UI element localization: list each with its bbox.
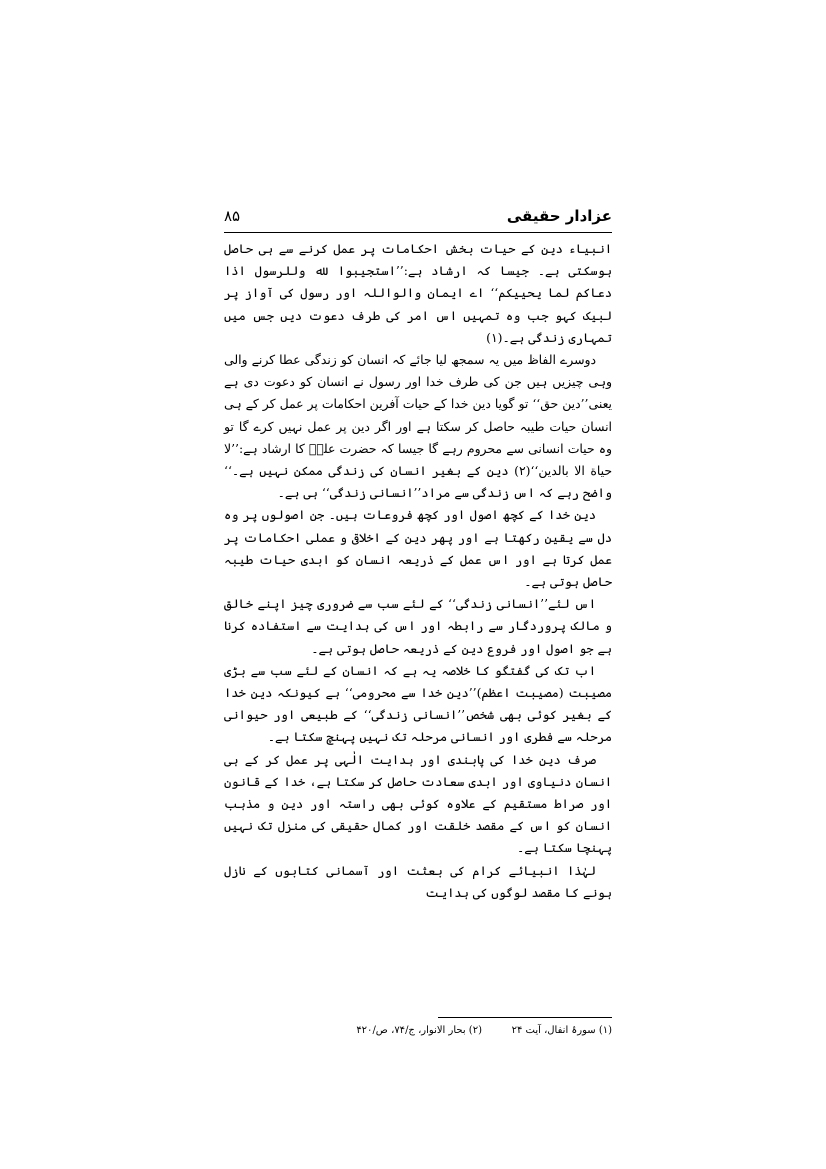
- footnote-2: (۲) بحار الانوار، ج/۷۴، ص/۴۲۰: [356, 1025, 482, 1036]
- footnote-1: (۱) سورۂ انفال، آیت ۲۴: [511, 1025, 612, 1036]
- footnote-rule: [438, 1017, 612, 1018]
- page-number: ۸۵: [224, 207, 241, 225]
- paragraph: دین خدا کے کچھ اصول اور کچھ فروعات ہیں۔ جن اصولوں پر وہ دل سے یقین رکھتا ہے اور پھر دین کے اخلاقی و عملی احکامات پر عمل کرتا ہے اور اس عمل کے ذریعہ انسان کو ابدی حیات طیبہ حاصل ہوتی ہے۔: [224, 507, 612, 590]
- paragraph: انبیاء دین کے حیات بخش احکامات پر عمل کرنے سے ہی حاصل ہوسکتی ہے۔ جیسا کہ ارشاد ہے:’’استجیبوا لله وللرسول اذا دعاکم لما یحییکم‘‘ اے ایمان والواللہ اور رسول کی آواز پر لبیک کہو جب وہ تمہیں اس امر کی طرف دعوت دیں جس میں تمہاری زندگی ہے۔(۱): [224, 241, 612, 345]
- page-header: [224, 204, 612, 232]
- paragraph: اب تک کی گفتگو کا خلاصہ یہ ہے کہ انسان کے لئے سب سے بڑی مصیبت (مصیبت اعظم)’’دین خدا سے محرومی‘‘ ہے کیونکہ دین خدا کے بغیر کوئی بھی شخص’’انسانی زندگی‘‘ کے طبیعی اور حیوانی مرحلہ سے فطری اور انسانی مرحلہ تک نہیں پہنچ سکتا ہے۔: [224, 662, 612, 745]
- paragraph: اس لئے’’انسانی زندگی‘‘ کے لئے سب سے ضروری چیز اپنے خالق و مالک پروردگار سے رابطہ اور اس کی ہدایت سے استفادہ کرنا ہے جو اصول اور فروع دین کے ذریعہ حاصل ہوتی ہے۔: [224, 596, 612, 656]
- footnotes: [224, 1022, 612, 1044]
- running-title: عزادار حقیقی: [506, 207, 612, 225]
- header-rule: [224, 232, 612, 233]
- paragraph: لہٰذا انبیائے کرام کی بعثت اور آسمانی کتابوں کے نازل ہونے کا مقصد لوگوں کی ہدایت: [224, 862, 612, 900]
- paragraph: دوسرے الفاظ میں یہ سمجھ لیا جائے کہ انسان کو زندگی عطا کرنے والی وہی چیزیں ہیں جن کی طرف خدا اور رسول نے انسان کو دعوت دی ہے یعنی’’دین حق‘‘ تو گویا دین خدا کے حیات آفرین احکامات پر عمل کر کے ہی انسان حیات طیبہ حاصل کر سکتا ہے اور اگر دین پر عمل نہیں کرے گا تو وہ حیات انسانی سے محروم رہے گا جیسا کہ حضرت علیؑ کا ارشاد ہے:’’لا حیاة الا بالدین‘‘(۲) دین کے بغیر انسان کی زندگی ممکن نہیں ہے۔‘‘ واضح رہے کہ اس زندگی سے مراد’’انسانی زندگی‘‘ ہی ہے۔: [224, 352, 612, 501]
- paragraph: صرف دین خدا کی پابندی اور ہدایت الٰہی پر عمل کر کے ہی انسان دنیاوی اور ابدی سعادت حاصل کر سکتا ہے، خدا کے قانون اور صراط مستقیم کے علاوہ کوئی بھی راستہ اور دین و مذہب انسان کو اس کے مقصد خلقت اور کمال حقیقی کی منزل تک نہیں پہنچا سکتا ہے۔: [224, 751, 612, 856]
- body-text: [224, 238, 612, 900]
